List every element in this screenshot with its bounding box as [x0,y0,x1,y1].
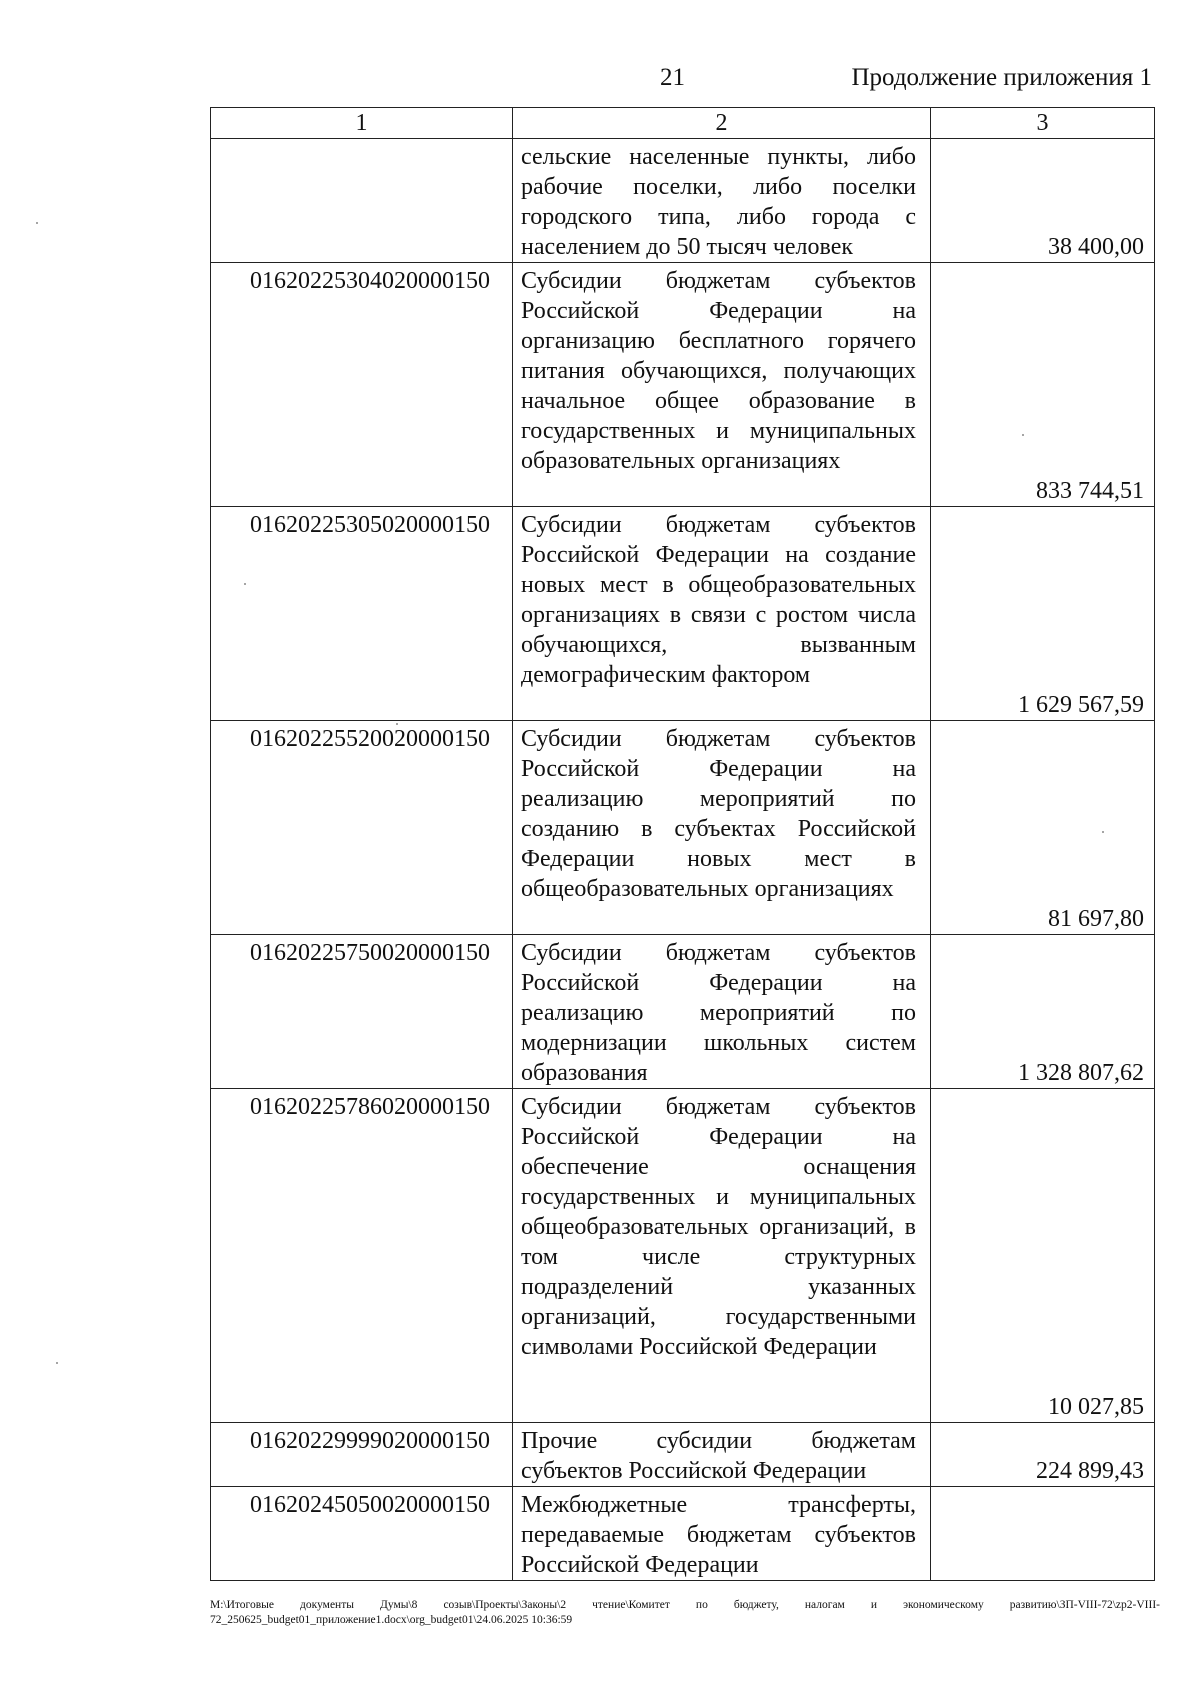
amount: 833 744,51 [931,263,1155,507]
revenue-code: 01620225304020000150 [211,263,513,507]
revenue-description: Субсидии бюджетам субъектов Российской Федерации на организацию бесплатного горячего питания обучающихся, получающих начальное общее образование в государственных и муниципальных образовательных организациях [513,263,931,507]
column-number-row [211,108,1155,139]
amount: 1 328 807,62 [931,935,1155,1089]
amount: 1 629 567,59 [931,507,1155,721]
table-row [211,1089,1155,1423]
revenue-code: 01620245050020000150 [211,1487,513,1581]
amount: 10 027,85 [931,1089,1155,1423]
table-row [211,721,1155,935]
table-row [211,507,1155,721]
table-row [211,263,1155,507]
revenue-description: Субсидии бюджетам субъектов Российской Федерации на обеспечение оснащения государственных и муниципальных общеобразовательных организаций, в том числе структурных подразделений указанных организаций, государственными символами Российской Федерации [513,1089,931,1423]
revenue-description: Субсидии бюджетам субъектов Российской Федерации на создание новых мест в общеобразовательных организациях в связи с ростом числа обучающихся, вызванным демографическим фактором [513,507,931,721]
revenue-description: сельские населенные пункты, либо рабочие поселки, либо поселки городского типа, либо города с населением до 50 тысяч человек [513,139,931,263]
column-number-2: 2 [513,108,931,139]
revenue-description: Межбюджетные трансферты, передаваемые бюджетам субъектов Российской Федерации [513,1487,931,1581]
budget-table [210,107,1155,1581]
revenue-description: Субсидии бюджетам субъектов Российской Федерации на реализацию мероприятий по созданию в субъектах Российской Федерации новых мест в общеобразовательных организациях [513,721,931,935]
revenue-code: 01620229999020000150 [211,1423,513,1487]
revenue-code: 01620225305020000150 [211,507,513,721]
table-row [211,1487,1155,1581]
amount: 224 899,43 [931,1423,1155,1487]
revenue-code: 01620225520020000150 [211,721,513,935]
amount: 81 697,80 [931,721,1155,935]
column-number-1: 1 [211,108,513,139]
revenue-code [211,139,513,263]
table-row [211,139,1155,263]
table-row [211,935,1155,1089]
continuation-caption: Продолжение приложения 1 [851,64,1152,91]
revenue-code: 01620225786020000150 [211,1089,513,1423]
table-row [211,1423,1155,1487]
document-path-footer: М:\Итоговые документы Думы\8 созыв\Проекты\Законы\2 чтение\Комитет по бюджету, налогам и экономическому развитию\ЗП-VIII-72\zp2-VIII-72_250625_budget01_приложение1.docx\org_budget01\24.06.2025 10:36:59 [210,1599,1160,1626]
amount: 38 400,00 [931,139,1155,263]
page-number: 21 [660,64,685,91]
revenue-description: Субсидии бюджетам субъектов Российской Федерации на реализацию мероприятий по модернизации школьных систем образования [513,935,931,1089]
revenue-description: Прочие субсидии бюджетам субъектов Российской Федерации [513,1423,931,1487]
column-number-3: 3 [931,108,1155,139]
amount [931,1487,1155,1581]
revenue-code: 01620225750020000150 [211,935,513,1089]
